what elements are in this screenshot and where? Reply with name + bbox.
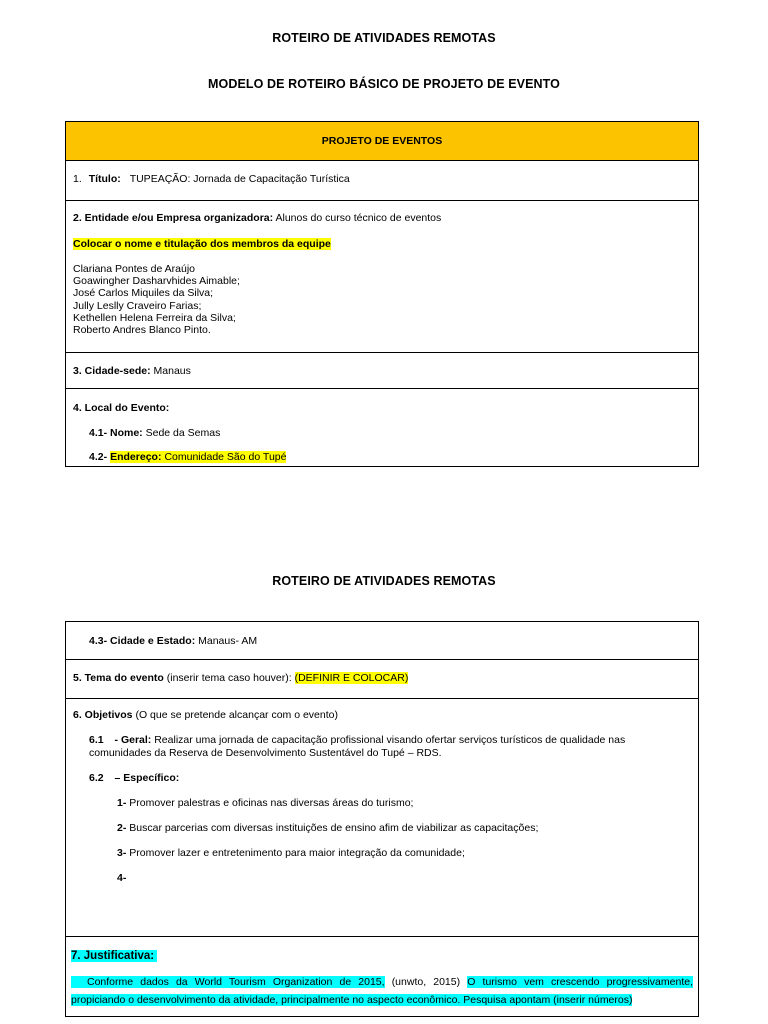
cidade-estado-row bbox=[66, 622, 698, 660]
titulo-number: 1. bbox=[73, 173, 82, 185]
local-nome-value: Sede da Semas bbox=[145, 427, 221, 439]
member-item: Goawingher Dasharvhides Aimable; bbox=[73, 275, 240, 288]
document-subtitle: MODELO DE ROTEIRO BÁSICO DE PROJETO DE EVENTO bbox=[207, 77, 560, 91]
especifico-item: 1- Promover palestras e oficinas nas diversas áreas do turismo; bbox=[117, 797, 414, 809]
tema-label: 5. Tema do evento bbox=[73, 672, 164, 684]
justificativa-label: 7. Justificativa: bbox=[71, 950, 157, 962]
member-item: Kethellen Helena Ferreira da Silva; bbox=[73, 311, 236, 324]
cidade-estado-label: 4.3- Cidade e Estado: bbox=[89, 635, 196, 647]
cidade-row bbox=[66, 353, 698, 389]
justificativa-line1: Conforme dados da World Tourism Organization de 2015, (unwto, 2015) O turismo vem crescendo progressivamente, bbox=[71, 976, 693, 988]
especifico-item: 3- Promover lazer e entretenimento para maior integração da comunidade; bbox=[117, 847, 465, 859]
local-endereco-label: Endereço: bbox=[110, 451, 162, 463]
geral-number: 6.1 bbox=[89, 734, 104, 746]
page-header: ROTEIRO DE ATIVIDADES REMOTAS bbox=[272, 31, 496, 45]
page-header-2: ROTEIRO DE ATIVIDADES REMOTAS bbox=[272, 574, 496, 588]
table-header-row bbox=[66, 122, 698, 161]
especifico-item: 4- bbox=[117, 872, 127, 884]
members-list bbox=[73, 263, 240, 336]
objetivos-instruction: (O que se pretende alcançar com o evento) bbox=[135, 709, 338, 721]
tema-row bbox=[66, 660, 698, 699]
objetivos-row bbox=[66, 699, 698, 937]
titulo-row bbox=[66, 161, 698, 201]
member-item: José Carlos Miquiles da Silva; bbox=[73, 287, 214, 300]
tema-highlight: (DEFINIR E COLOCAR) bbox=[294, 672, 409, 684]
local-row bbox=[66, 389, 698, 467]
entidade-value: Alunos do curso técnico de eventos bbox=[275, 212, 442, 224]
especifico-item: 2- Buscar parcerias com diversas instituições de ensino afim de viabilizar as capacitações; bbox=[117, 822, 539, 834]
project-table bbox=[65, 121, 699, 467]
entidade-label: 2. Entidade e/ou Empresa organizadora: bbox=[73, 212, 274, 224]
justificativa-row bbox=[66, 937, 698, 1017]
geral-label: - Geral: bbox=[114, 734, 152, 746]
member-item: Clariana Pontes de Araújo bbox=[73, 263, 195, 275]
cidade-label: 3. Cidade-sede: bbox=[73, 365, 151, 377]
member-item: Jully Leslly Craveiro Farias; bbox=[73, 299, 202, 312]
table-title: PROJETO DE EVENTOS bbox=[321, 135, 443, 147]
geral-text-line1: Realizar uma jornada de capacitação profissional visando ofertar serviços turísticos de qualidade nas bbox=[154, 734, 626, 746]
local-endereco-value: Comunidade São do Tupé bbox=[161, 451, 286, 463]
geral-text-line2: comunidades da Reserva de Desenvolvimento Sustentável do Tupé – RDS. bbox=[89, 747, 442, 759]
titulo-label: Título: bbox=[88, 173, 121, 185]
local-nome-label: 4.1- Nome: bbox=[89, 427, 143, 439]
local-endereco-number: 4.2- bbox=[89, 451, 108, 463]
cidade-value: Manaus bbox=[153, 365, 191, 377]
titulo-value: TUPEAÇÃO: Jornada de Capacitação Turística bbox=[129, 173, 350, 185]
entidade-row bbox=[66, 201, 698, 353]
local-label: 4. Local do Evento: bbox=[73, 402, 170, 414]
especifico-number: 6.2 bbox=[89, 772, 104, 784]
entidade-instruction: Colocar o nome e titulação dos membros da equipe bbox=[73, 238, 331, 250]
project-table-continued bbox=[65, 621, 699, 1017]
cidade-estado-value: Manaus- AM bbox=[198, 635, 258, 647]
tema-instruction: (inserir tema caso houver): bbox=[166, 672, 292, 684]
especifico-label: – Específico: bbox=[114, 772, 180, 784]
objetivos-label: 6. Objetivos bbox=[73, 709, 133, 721]
justificativa-line2: propiciando o desenvolvimento da atividade, principalmente no aspecto econômico. Pesquisa apontam (inserir números) bbox=[71, 994, 633, 1006]
member-item: Roberto Andres Blanco Pinto. bbox=[73, 324, 211, 337]
